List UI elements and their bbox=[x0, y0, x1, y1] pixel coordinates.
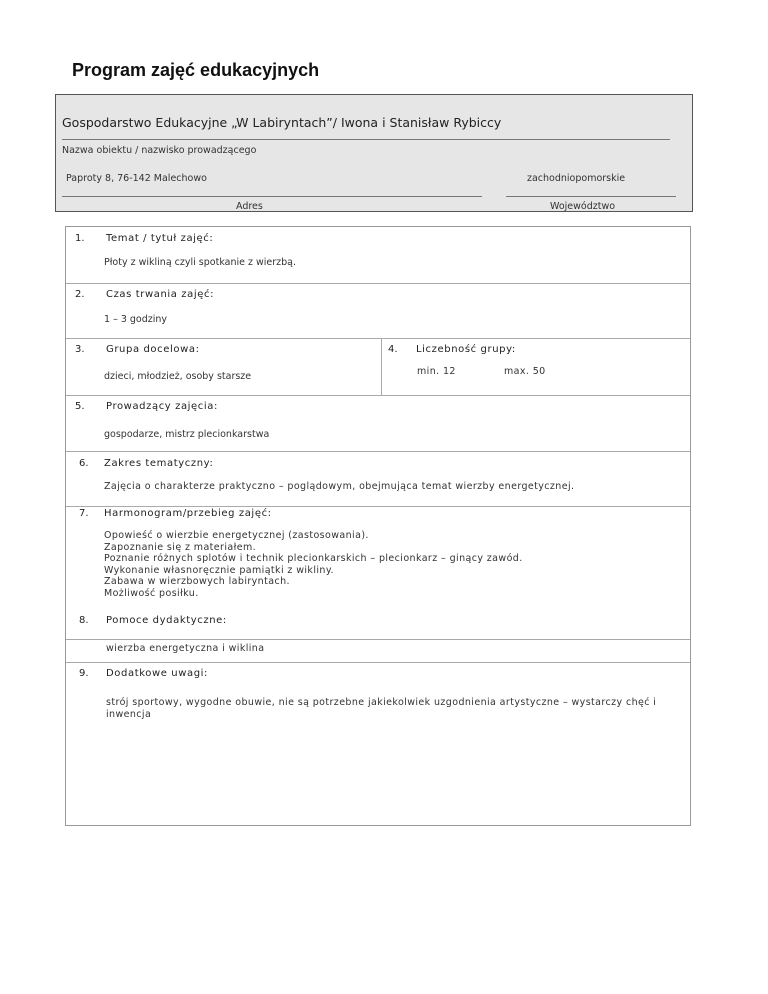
organization-caption: Nazwa obiektu / nazwisko prowadzącego bbox=[62, 145, 257, 156]
divider bbox=[66, 283, 690, 284]
divider bbox=[66, 639, 690, 640]
section-4-label: Liczebność grupy: bbox=[416, 344, 516, 355]
divider bbox=[66, 338, 690, 339]
address-caption: Adres bbox=[236, 201, 263, 212]
section-9-number: 9. bbox=[79, 668, 89, 679]
section-5-label: Prowadzący zajęcia: bbox=[106, 401, 218, 412]
divider bbox=[66, 451, 690, 452]
section-9-value: strój sportowy, wygodne obuwie, nie są potrzebne jakiekolwiek uzgodnienia artystyczne – wystarczy chęć i inwencja bbox=[106, 697, 657, 720]
header-box bbox=[55, 94, 693, 212]
section-3-value: dzieci, młodzież, osoby starsze bbox=[104, 371, 252, 382]
section-1-number: 1. bbox=[75, 233, 85, 244]
section-8-value: wierzba energetyczna i wiklina bbox=[106, 643, 265, 654]
section-1-label: Temat / tytuł zajęć: bbox=[106, 233, 214, 244]
section-4-max: max. 50 bbox=[504, 366, 546, 377]
section-3-label: Grupa docelowa: bbox=[106, 344, 200, 355]
divider bbox=[66, 506, 690, 507]
page-title: Program zajęć edukacyjnych bbox=[72, 60, 320, 80]
section-2-number: 2. bbox=[75, 289, 85, 300]
list-item: Możliwość posiłku. bbox=[104, 587, 199, 599]
list-item: Opowieść o wierzbie energetycznej (zastosowania). bbox=[104, 530, 369, 541]
section-2-label: Czas trwania zajęć: bbox=[106, 289, 215, 300]
address-value: Paproty 8, 76-142 Malechowo bbox=[66, 173, 207, 184]
section-1-value: Płoty z wikliną czyli spotkanie z wierzbą. bbox=[104, 257, 297, 268]
column-divider bbox=[381, 338, 382, 395]
schedule-list bbox=[104, 530, 523, 599]
program-form bbox=[65, 226, 691, 826]
section-5-value: gospodarze, mistrz plecionkarstwa bbox=[104, 429, 270, 440]
address-line bbox=[62, 196, 482, 197]
section-6-number: 6. bbox=[79, 458, 89, 469]
section-6-label: Zakres tematyczny: bbox=[104, 458, 214, 469]
organization-name: Gospodarstwo Edukacyjne „W Labiryntach”/ Iwona i Stanisław Rybiccy bbox=[62, 115, 502, 130]
list-item: Zapoznanie się z materiałem. bbox=[104, 541, 257, 553]
section-4-number: 4. bbox=[388, 344, 398, 355]
organization-line bbox=[62, 139, 670, 140]
section-3-number: 3. bbox=[75, 344, 85, 355]
section-6-value: Zajęcia o charakterze praktyczno – poglądowym, obejmująca temat wierzby energetycznej. bbox=[104, 481, 575, 492]
voivodeship-caption: Województwo bbox=[550, 201, 616, 212]
section-5-number: 5. bbox=[75, 401, 85, 412]
list-item: Poznanie różnych splotów i technik plecionkarskich – plecionkarz – ginący zawód. bbox=[104, 553, 523, 564]
voivodeship-value: zachodniopomorskie bbox=[527, 173, 626, 184]
section-9-label: Dodatkowe uwagi: bbox=[106, 668, 209, 679]
section-4-min: min. 12 bbox=[417, 366, 456, 377]
list-item: Zabawa w wierzbowych labiryntach. bbox=[104, 576, 290, 587]
section-7-label: Harmonogram/przebieg zajęć: bbox=[104, 508, 272, 519]
list-item: Wykonanie własnoręcznie pamiątki z wikliny. bbox=[104, 564, 334, 576]
divider bbox=[66, 662, 690, 663]
divider bbox=[66, 395, 690, 396]
section-8-label: Pomoce dydaktyczne: bbox=[106, 615, 227, 626]
section-8-number: 8. bbox=[79, 615, 89, 626]
section-7-number: 7. bbox=[79, 508, 89, 519]
section-2-value: 1 – 3 godziny bbox=[104, 314, 168, 325]
voivodeship-line bbox=[506, 196, 676, 197]
